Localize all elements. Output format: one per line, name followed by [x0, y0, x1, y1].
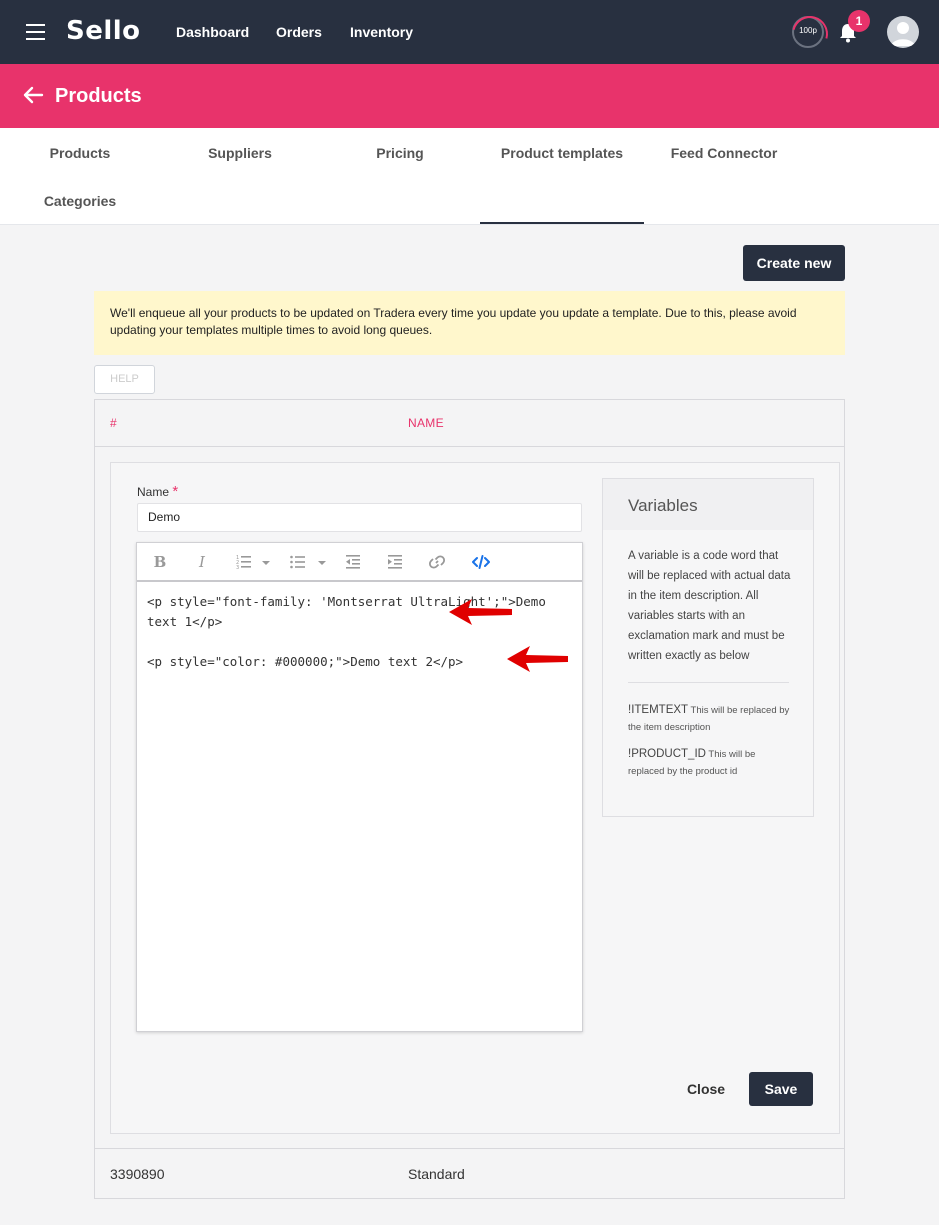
bold-icon[interactable]: B: [153, 553, 167, 571]
link-icon[interactable]: [428, 553, 446, 571]
editor-toolbar: [137, 543, 582, 582]
close-button[interactable]: Close: [686, 1081, 726, 1097]
back-arrow-icon[interactable]: [22, 84, 44, 106]
menu-icon[interactable]: [26, 24, 45, 40]
code-line: <p style="color: #000000;">Demo text 2</p>: [147, 654, 464, 669]
column-header-id[interactable]: #: [110, 416, 117, 430]
variable-desc: This will be replaced by the item description: [628, 705, 790, 733]
code-view-icon[interactable]: [472, 553, 490, 571]
nav-inventory[interactable]: Inventory: [350, 24, 414, 40]
templates-table: [94, 399, 845, 1199]
variable-desc: This will be replaced by the product id: [628, 749, 756, 777]
points-label: 100p: [799, 26, 817, 35]
row-id: 3390890: [110, 1166, 165, 1182]
tab-products[interactable]: Products: [49, 145, 111, 161]
top-navbar: [0, 0, 939, 64]
create-new-button[interactable]: Create new: [743, 245, 845, 281]
tab-feed-connector[interactable]: Feed Connector: [670, 145, 778, 161]
variable-key: !PRODUCT_ID: [628, 748, 706, 760]
table-header: [95, 400, 844, 447]
page-header: [0, 64, 939, 128]
template-edit-panel: [110, 462, 840, 1134]
chevron-down-icon[interactable]: [317, 553, 327, 571]
outdent-icon[interactable]: [344, 553, 362, 571]
italic-icon[interactable]: I: [199, 553, 205, 571]
variables-panel: [602, 478, 814, 817]
tab-bar: [0, 128, 939, 225]
row-name: Standard: [408, 1166, 465, 1182]
variables-description: A variable is a code word that will be replaced with actual data in the item description. All variables starts with an exclamation mark and must be written exactly as below: [628, 550, 791, 662]
variables-header: [603, 479, 813, 530]
table-row[interactable]: [95, 1148, 844, 1199]
active-tab-indicator: [480, 222, 644, 224]
nav-orders[interactable]: Orders: [276, 24, 322, 40]
indent-icon[interactable]: [386, 553, 404, 571]
column-header-name[interactable]: NAME: [408, 416, 444, 430]
name-label: Name *: [137, 483, 179, 500]
variable-item: [628, 702, 793, 736]
nav-dashboard[interactable]: Dashboard: [176, 24, 250, 40]
variables-title: Variables: [628, 496, 698, 515]
save-button[interactable]: Save: [749, 1072, 813, 1106]
tab-product-templates[interactable]: Product templates: [500, 145, 624, 161]
name-field[interactable]: Demo: [137, 503, 582, 532]
ordered-list-icon[interactable]: [235, 553, 253, 571]
info-notice: We'll enqueue all your products to be updated on Tradera every time you update you update a template. Due to this, please avoid updating your templates multiple times to avoid long queues.: [94, 291, 845, 355]
points-indicator[interactable]: [792, 16, 824, 48]
tab-categories[interactable]: Categories: [43, 193, 117, 209]
user-icon: [887, 16, 919, 48]
tab-suppliers[interactable]: Suppliers: [208, 145, 272, 161]
help-button[interactable]: HELP: [94, 365, 155, 394]
divider: [628, 682, 789, 683]
variable-item: [628, 746, 793, 780]
chevron-down-icon[interactable]: [261, 553, 271, 571]
svg-text:3: 3: [236, 565, 240, 571]
required-marker: *: [172, 483, 179, 500]
brand-logo[interactable]: Sello: [66, 16, 141, 46]
annotation-arrow: [446, 596, 516, 628]
svg-text:2: 2: [236, 560, 240, 566]
notification-badge: 1: [848, 10, 870, 32]
variable-key: !ITEMTEXT: [628, 704, 689, 716]
unordered-list-icon[interactable]: [289, 553, 307, 571]
code-line: <p style="font-family: 'Montserrat UltraLight';">Demo text 1</p>: [147, 594, 546, 629]
annotation-arrow: [504, 643, 572, 675]
tab-pricing[interactable]: Pricing: [376, 145, 424, 161]
svg-text:1: 1: [236, 555, 240, 561]
avatar[interactable]: [887, 16, 919, 48]
page-title: Products: [55, 85, 142, 107]
